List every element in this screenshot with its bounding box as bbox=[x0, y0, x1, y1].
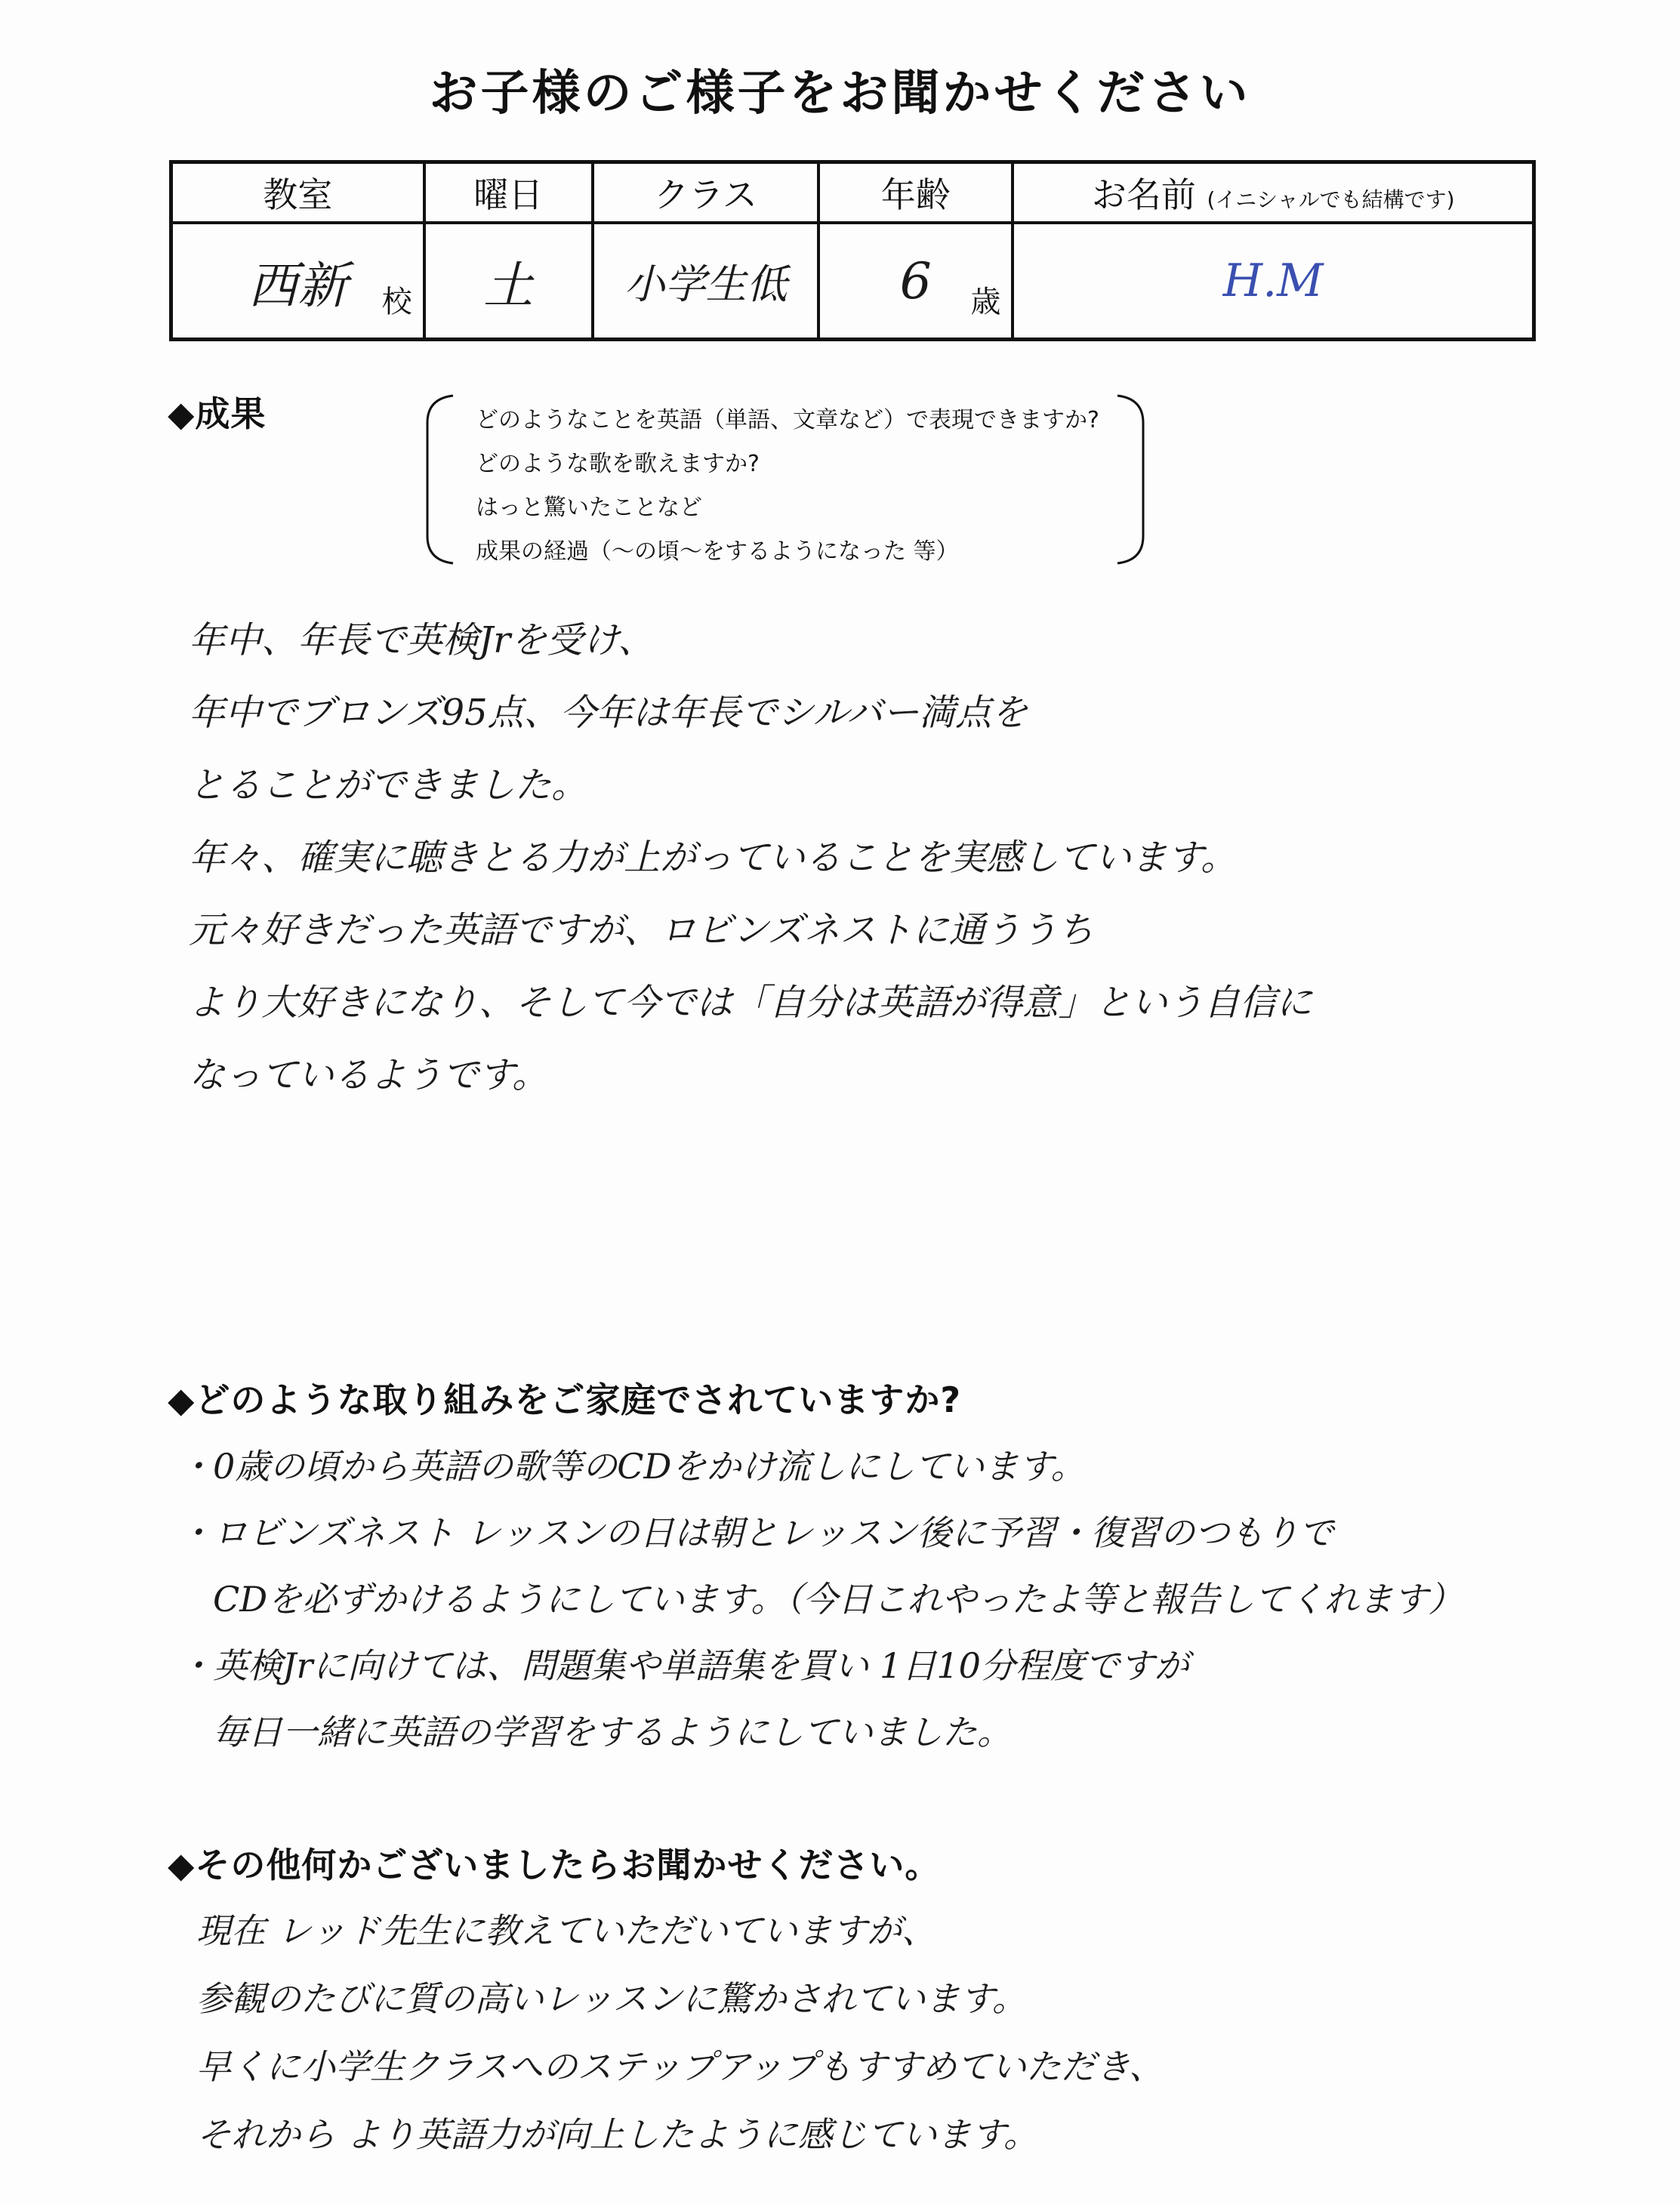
value-day-cell[interactable] bbox=[424, 223, 593, 340]
results-prompt-2: どのような歌を歌えますか? bbox=[476, 451, 760, 477]
home-answer-line: 毎日一緒に英語の学習をするようにしていました。 bbox=[213, 1712, 1012, 1752]
home-heading: ◆どのような取り組みをご家庭でされていますか? bbox=[168, 1379, 962, 1420]
header-name-label: お名前 bbox=[1091, 174, 1196, 215]
page-title: お子様のご様子をお聞かせください bbox=[429, 66, 1251, 122]
header-class: クラス bbox=[593, 162, 818, 223]
header-day: 曜日 bbox=[424, 162, 593, 223]
value-day: 土 bbox=[483, 256, 534, 315]
results-answer-line: より大好きになり、そして今では「自分は英語が得意」という自信に bbox=[189, 982, 1313, 1024]
other-answer-line: 現在 レッド先生に教えていただいていますが、 bbox=[196, 1910, 937, 1951]
value-class-cell[interactable] bbox=[593, 223, 818, 340]
value-classroom-cell[interactable] bbox=[171, 223, 424, 340]
results-prompt-4: 成果の経過（～の頃～をするようになった 等） bbox=[476, 538, 959, 565]
results-prompt-3: はっと驚いたことなど bbox=[476, 495, 702, 521]
results-answer-line: 年中、年長で英検Jrを受け、 bbox=[189, 619, 655, 661]
other-answer[interactable] bbox=[196, 1897, 1164, 2169]
results-answer[interactable] bbox=[189, 604, 1312, 1111]
value-classroom: 西新 bbox=[248, 256, 348, 315]
results-heading: ◆成果 bbox=[168, 393, 267, 434]
results-prompts bbox=[476, 399, 1099, 574]
results-answer-line: なっているようです。 bbox=[189, 1054, 549, 1096]
other-answer-line: 早くに小学生クラスへのステップアップもすすめていただき、 bbox=[196, 2046, 1164, 2087]
header-name-note: (イニシャルでも結構です) bbox=[1207, 187, 1455, 212]
other-answer-line: それから より英語力が向上したように感じています。 bbox=[196, 2114, 1038, 2155]
other-answer-line: 参観のたびに質の高いレッスンに驚かされています。 bbox=[196, 1978, 1027, 2019]
home-answer-line: ・ 英検Jrに向けては、問題集や単語集を買い 1日10分程度ですが bbox=[178, 1632, 1463, 1699]
value-age: 6 bbox=[899, 251, 932, 310]
home-answer-line: CDを必ずかけるようにしています。（今日これやったよ等と報告してくれます） bbox=[213, 1579, 1463, 1620]
results-answer-line: 元々好きだった英語ですが、ロビンズネストに通ううち bbox=[189, 909, 1094, 951]
results-answer-line: 年中でブロンズ95点、今年は年長でシルバー満点を bbox=[189, 692, 1028, 734]
value-class: 小学生低 bbox=[624, 260, 788, 308]
header-age: 年齢 bbox=[818, 162, 1013, 223]
home-answer-line: ・ ロビンズネスト レッスンの日は朝とレッスン後に予習・復習のつもりで bbox=[178, 1500, 1463, 1566]
value-name-cell[interactable] bbox=[1013, 223, 1534, 340]
results-prompt-1: どのようなことを英語（単語、文章など）で表現できますか? bbox=[476, 407, 1099, 433]
value-name: H.M bbox=[1222, 254, 1324, 307]
info-table-value-row bbox=[171, 223, 1534, 340]
value-classroom-suffix: 校 bbox=[381, 285, 412, 319]
results-answer-line: とることができました。 bbox=[189, 764, 588, 806]
value-age-cell[interactable] bbox=[818, 223, 1013, 340]
info-table-header-row bbox=[171, 162, 1534, 223]
info-table bbox=[169, 160, 1536, 341]
home-answer-line: ・ 0歳の頃から英語の歌等のCDをかけ流しにしています。 bbox=[178, 1433, 1463, 1500]
other-heading: ◆その他何かございましたらお聞かせください。 bbox=[168, 1845, 941, 1885]
header-classroom: 教室 bbox=[171, 162, 424, 223]
header-name bbox=[1013, 162, 1534, 223]
value-age-suffix: 歳 bbox=[970, 285, 1001, 319]
results-prompt-box bbox=[423, 393, 1148, 566]
results-answer-line: 年々、確実に聴きとる力が上がっていることを実感しています。 bbox=[189, 837, 1238, 879]
home-answer[interactable] bbox=[178, 1433, 1463, 1765]
